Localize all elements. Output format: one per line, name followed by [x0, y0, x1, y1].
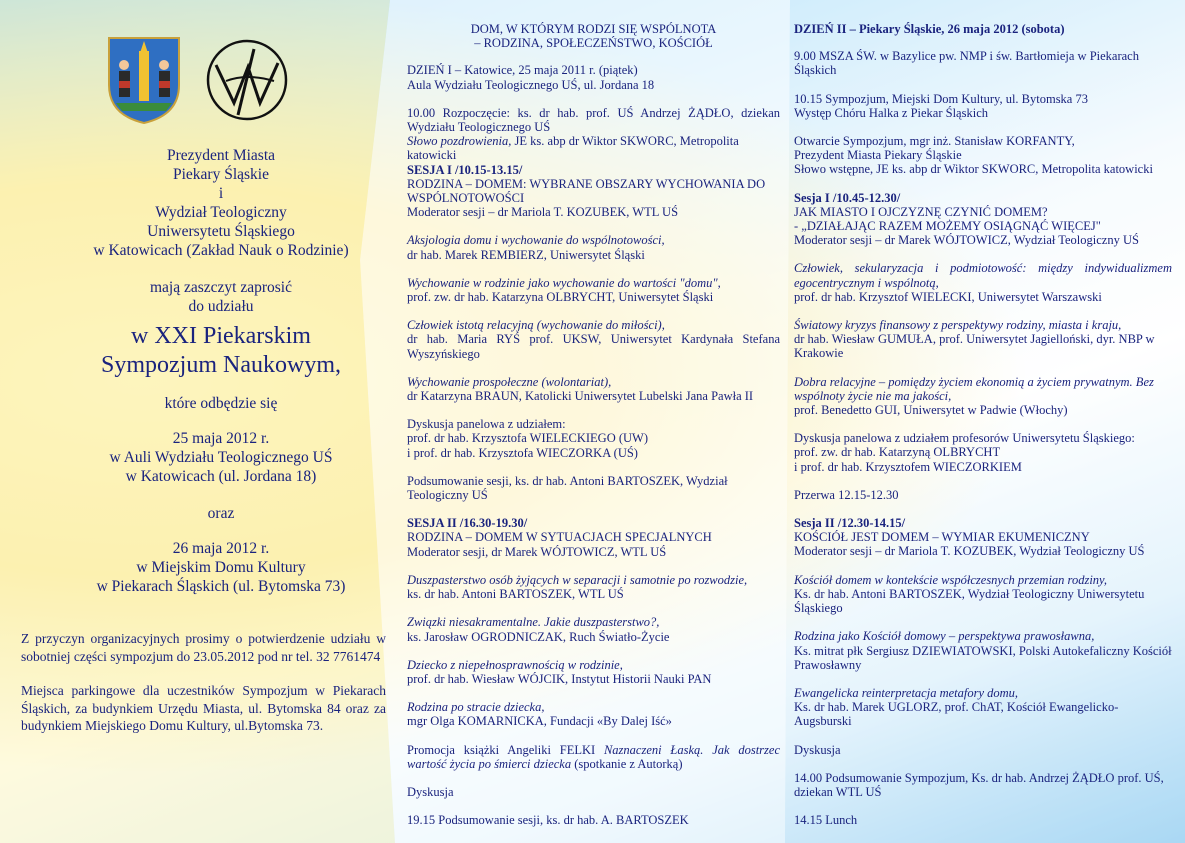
talk-author: Ks. dr hab. Marek UGLORZ, prof. ChAT, Kościół Ewangelicko-Augsburski	[794, 700, 1119, 729]
venue-line: w Piekarach Śląskich (ul. Bytomska 73)	[96, 578, 346, 595]
talk	[407, 658, 780, 686]
day1-venue	[56, 429, 386, 486]
session1-title: RODZINA – DOMEM: WYBRANE OBSZARY WYCHOWANIA DO WSPÓLNOTOWOŚCI	[407, 176, 766, 206]
host-line: Wydział Teologiczny	[155, 204, 287, 221]
opening	[794, 134, 1172, 177]
day-line: Aula Wydziału Teologicznego UŚ, ul. Jordana 18	[407, 77, 655, 92]
session2-label: Sesja II /12.30-14.15/	[794, 516, 906, 531]
wt-monogram-icon	[204, 37, 290, 123]
session1-label: Sesja I /10.45-12.30/	[794, 190, 901, 205]
host-line: Piekary Śląskie	[173, 166, 269, 183]
day2-venue	[56, 539, 386, 596]
title-line: w XXI Piekarskim	[131, 323, 311, 349]
talk-author: mgr Olga KOMARNICKA, Fundacji «By Dalej Iść»	[407, 714, 672, 729]
talk-title: Rodzina po stracie dziecka,	[407, 700, 545, 715]
break: Przerwa 12.15-12.30	[794, 487, 899, 502]
talk-author: ks. Jarosław OGRODNICZAK, Ruch Światło-Życie	[407, 629, 670, 644]
host-line: w Katowicach (Zakład Nauk o Rodzinie)	[93, 242, 349, 259]
talk-author: prof. dr hab. Wiesław WÓJCIK, Instytut Historii Nauki PAN	[407, 671, 712, 686]
talk-author: dr hab. Marek REMBIERZ, Uniwersytet Śląski	[407, 247, 645, 262]
discussion: Dyskusja	[794, 742, 841, 757]
symposium-start	[794, 92, 1172, 120]
invitation-column	[21, 30, 386, 735]
book-note: (spotkanie z Autorką)	[571, 756, 683, 771]
panel-line: Dyskusja panelowa z udziałem profesorów Uniwersytetu Śląskiego:	[794, 431, 1135, 446]
talk-title: Wychowanie prospołeczne (wolontariat),	[407, 374, 612, 389]
talk-author: prof. Benedetto GUI, Uniwersytet w Padwie (Włochy)	[794, 403, 1068, 418]
talk	[407, 318, 780, 361]
invite-line: do udziału	[188, 298, 254, 315]
venue-line: w Miejskim Domu Kultury	[136, 559, 306, 576]
panel-line: prof. dr hab. Krzysztofa WIELECKIEGO (UW)	[407, 431, 649, 446]
talk	[407, 615, 780, 643]
talk	[794, 375, 1172, 418]
talk-author: dr hab. Maria RYŚ prof. UKSW, Uniwersytet Kardynała Stefana Wyszyńskiego	[407, 332, 780, 361]
panel	[794, 431, 1172, 474]
talk	[794, 629, 1172, 672]
host-line: Uniwersytetu Śląskiego	[147, 223, 295, 240]
talk	[794, 573, 1172, 616]
program-header	[407, 22, 780, 50]
logos	[56, 30, 386, 130]
book-promotion	[407, 743, 780, 771]
talk-title: Światowy kryzys finansowy z perspektywy rodziny, miasta i kraju,	[794, 318, 1122, 333]
greeting-title: Słowo pozdrowienia,	[407, 134, 512, 149]
panel-line: Dyskusja panelowa z udziałem:	[407, 417, 566, 432]
opening-line: Prezydent Miasta Piekary Śląskie	[794, 148, 962, 163]
talk-title: Dziecko z niepełnosprawnością w rodzinie,	[407, 657, 623, 672]
day2-heading: DZIEŃ II – Piekary Śląskie, 26 maja 2012 (sobota)	[794, 22, 1065, 36]
lunch: 14.15 Lunch	[794, 813, 858, 828]
opening-line: Słowo wstępne, JE ks. abp dr Wiktor SKWORC, Metropolita katowicki	[794, 162, 1153, 177]
venue-line: 25 maja 2012 r.	[172, 430, 270, 447]
parking-note: Miejsca parkingowe dla uczestników Sympozjum w Piekarach Śląskich, za budynkiem Urzędu Miasta, ul. Bytomska 84 oraz za budynkiem Miejskiego Domu Kultury, ul.Bytomska 73.	[21, 683, 386, 733]
day-line: DZIEŃ I – Katowice, 25 maja 2011 r. (piątek)	[407, 63, 638, 78]
symp-line: Występ Chóru Halka z Piekar Śląskich	[794, 105, 988, 120]
panel-line: i prof. dr hab. Krzysztofa WIECZORKA (UŚ)	[407, 445, 638, 460]
greeting-speaker: JE ks. abp dr Wiktor SKWORC, Metropolita katowicki	[407, 134, 739, 163]
session1-title: JAK MIASTO I OJCZYZNĘ CZYNIĆ DOMEM?	[794, 204, 1048, 219]
talk	[794, 686, 1172, 729]
talk-title: Związki niesakramentalne. Jakie duszpasterstwo?,	[407, 615, 660, 630]
greeting	[407, 134, 780, 162]
header-line: DOM, W KTÓRYM RODZI SIĘ WSPÓLNOTA	[470, 22, 717, 36]
session1-label: SESJA I /10.15-13.15/	[407, 162, 523, 177]
panel	[407, 417, 780, 460]
oraz: oraz	[207, 505, 235, 522]
panel-line: i prof. dr hab. Krzysztofem WIECZORKIEM	[794, 459, 1022, 474]
program-day2	[794, 22, 1172, 827]
invite-intro	[56, 278, 386, 316]
talk-author: Ks. dr hab. Antoni BARTOSZEK, Wydział Teologiczny Uniwersytetu Śląskiego	[794, 586, 1145, 616]
session1-moderator: Moderator sesji – dr Marek WÓJTOWICZ, Wydział Teologiczny UŚ	[794, 233, 1139, 248]
host-line: Prezydent Miasta	[166, 147, 276, 164]
talk	[794, 261, 1172, 304]
talk	[794, 318, 1172, 361]
event-title	[56, 322, 386, 380]
session2-title: KOŚCIÓŁ JEST DOMEM – WYMIAR EKUMENICZNY	[794, 530, 1090, 545]
discussion: Dyskusja	[407, 784, 454, 799]
symp-line: 10.15 Sympozjum, Miejski Dom Kultury, ul. Bytomska 73	[794, 91, 1088, 106]
talk	[407, 276, 780, 304]
host-line: i	[218, 185, 224, 202]
session2-moderator: Moderator sesji, dr Marek WÓJTOWICZ, WTL UŚ	[407, 544, 667, 559]
closing: 14.00 Podsumowanie Sympozjum, Ks. dr hab. Andrzej ŻĄDŁO prof. UŚ, dziekan WTL UŚ	[794, 770, 1164, 799]
session2-title: RODZINA – DOMEM W SYTUACJACH SPECJALNYCH	[407, 530, 712, 545]
venue-line: w Katowicach (ul. Jordana 18)	[125, 468, 317, 485]
hosts	[56, 146, 386, 260]
talk-author: dr Katarzyna BRAUN, Katolicki Uniwersytet Lubelski Jana Pawła II	[407, 389, 754, 404]
title-line: Sympozjum Naukowym,	[101, 352, 341, 378]
talk-title: Dobra relacyjne – pomiędzy życiem ekonomią a życiem prywatnym. Bez wspólnoty życie nie ma jakości,	[794, 374, 1154, 403]
session2-closing: 19.15 Podsumowanie sesji, ks. dr hab. A. BARTOSZEK	[407, 813, 689, 828]
program-day1	[407, 22, 780, 827]
header-line: – RODZINA, SPOŁECZEŃSTWO, KOŚCIÓŁ	[474, 36, 713, 51]
confirmation-note: Z przyczyn organizacyjnych prosimy o potwierdzenie udziału w sobotniej części sympozjum do 23.05.2012 pod nr tel. 32 7761474	[21, 631, 386, 664]
talk-author: prof. dr hab. Krzysztof WIELECKI, Uniwersytet Warszawski	[794, 289, 1102, 304]
talk-title: Człowiek, sekularyzacja i podmiotowość: między indywidualizmem egocentrycznym i wspólnotą,	[794, 261, 1172, 290]
panel-line: prof. zw. dr hab. Katarzyną OLBRYCHT	[794, 445, 1001, 460]
venue-line: w Auli Wydziału Teologicznego UŚ	[109, 449, 333, 466]
talk-title: Człowiek istotą relacyjną (wychowanie do miłości),	[407, 318, 665, 333]
session2-label: SESJA II /16.30-19.30/	[407, 516, 528, 531]
talk-author: dr hab. Wiesław GUMUŁA, prof. Uniwersytet Jagielloński, dyr. NBP w Krakowie	[794, 332, 1155, 361]
talk-title: Kościół domem w kontekście współczesnych przemian rodziny,	[794, 572, 1108, 587]
talk-title: Wychowanie w rodzinie jako wychowanie do wartości "domu",	[407, 275, 721, 290]
book-title: Naznaczeni Łaską. Jak dostrzec wartość życia po śmierci dziecka	[407, 742, 780, 771]
day1-heading	[407, 63, 780, 91]
talk-author: prof. zw. dr hab. Katarzyna OLBRYCHT, Uniwersytet Śląski	[407, 290, 714, 305]
talk-author: Ks. mitrat płk Sergiusz DZIEWIATOWSKI, Polski Autokefaliczny Kościół Prawosławny	[794, 643, 1172, 672]
book-intro: Promocja książki Angeliki FELKI	[407, 742, 604, 757]
venue-line: 26 maja 2012 r.	[172, 540, 270, 557]
talk-author: ks. dr hab. Antoni BARTOSZEK, WTL UŚ	[407, 587, 624, 602]
talk	[407, 375, 780, 403]
invite-line: mają zaszczyt zaprosić	[150, 279, 292, 296]
session1-moderator: Moderator sesji – dr Mariola T. KOZUBEK, WTL UŚ	[407, 205, 679, 220]
talk	[407, 700, 780, 728]
opening-line: Otwarcie Sympozjum, mgr inż. Stanisław KORFANTY,	[794, 134, 1075, 149]
talk-title: Duszpasterstwo osób żyjących w separacji i samotnie po rozwodzie,	[407, 572, 748, 587]
talk-title: Rodzina jako Kościół domowy – perspektywa prawosławna,	[794, 629, 1095, 644]
mass: 9.00 MSZA ŚW. w Bazylice pw. NMP i św. Bartłomieja w Piekarach Śląskich	[794, 49, 1139, 78]
takes-place: które odbędzie się	[164, 395, 278, 412]
session1-subtitle: - „DZIAŁAJĄC RAZEM MOŻEMY OSIĄGNĄĆ WIĘCEJ"	[794, 219, 1101, 234]
opening: 10.00 Rozpoczęcie: ks. dr hab. prof. UŚ Andrzej ŻĄDŁO, dziekan Wydziału Teologicznego UŚ	[407, 105, 780, 135]
session2-moderator: Moderator sesji – dr Mariola T. KOZUBEK, Wydział Teologiczny UŚ	[794, 544, 1145, 559]
talk-title: Ewangelicka reinterpretacja metafory domu,	[794, 685, 1019, 700]
session1-summary: Podsumowanie sesji, ks. dr hab. Antoni BARTOSZEK, Wydział Teologiczny UŚ	[407, 473, 728, 503]
coat-of-arms-icon	[106, 35, 182, 125]
talk-title: Aksjologia domu i wychowanie do wspólnotowości,	[407, 233, 665, 248]
talk	[407, 233, 780, 261]
talk	[407, 573, 780, 601]
